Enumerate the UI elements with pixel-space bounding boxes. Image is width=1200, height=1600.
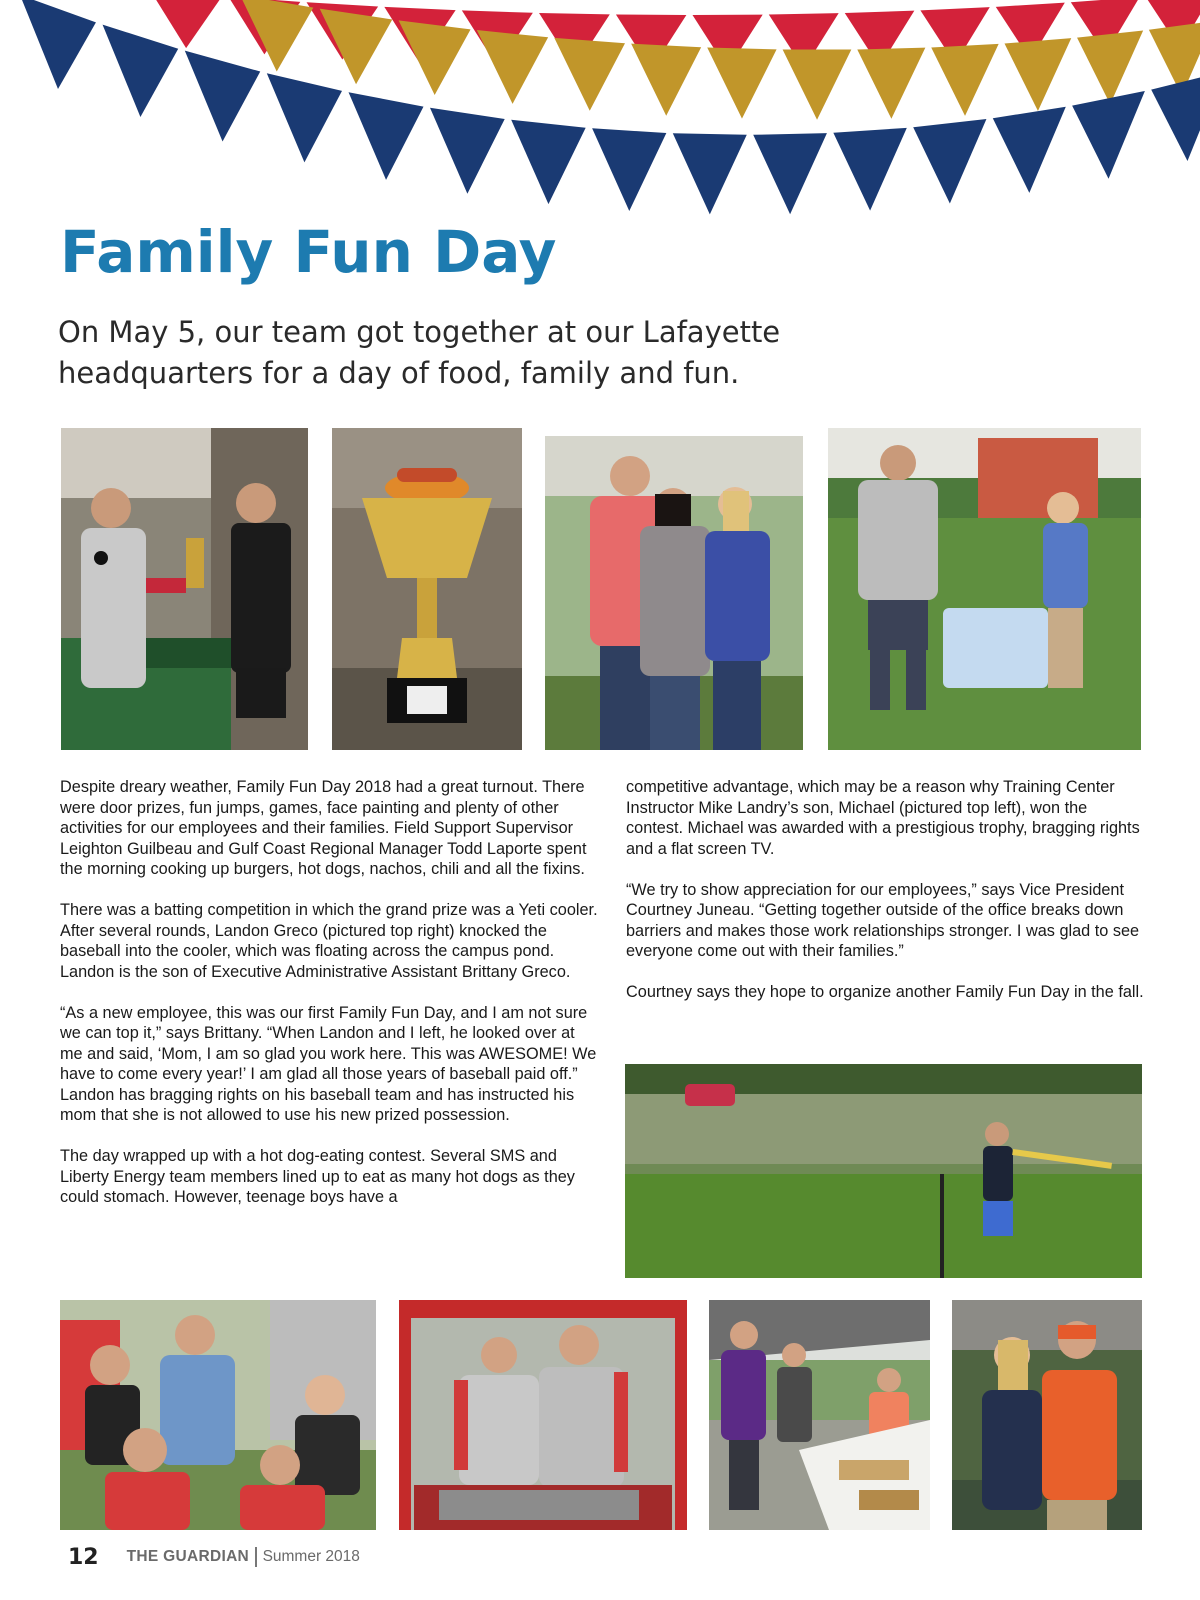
bunting-flag [20, 0, 96, 89]
bunting-flag [631, 44, 701, 116]
bunting-flag [673, 133, 747, 214]
bunting-flag [913, 119, 986, 203]
page-footer [68, 1542, 360, 1572]
photo-three-employees [545, 436, 803, 750]
bunting-flag [320, 9, 393, 85]
bunting-flag [349, 92, 424, 180]
bunting-flag [430, 108, 505, 194]
article-paragraph: “As a new employee, this was our first Family Fun Day, and I am not sure we can top it,” says Brittany. “When Landon and I left, he looked over at me and said, ‘Mom, I am so glad you work here. This was AWESOME! We have to come every year!’ I am glad all those years of baseball paid off.” Landon has bragging rights on his baseball team and has instructed his mom that she is not allowed to use his new prized possession. [60, 1003, 597, 1124]
bunting-flag [477, 30, 548, 104]
photo-food-table [709, 1300, 930, 1530]
bunting-flag [399, 20, 471, 95]
article-paragraph: competitive advantage, which may be a reason why Training Center Instructor Mike Landry’s son, Michael (pictured top left), won the contest. Michael was awarded with a prestigious trophy, bragging rights and a flat screen TV. [626, 778, 1140, 858]
photo-two-women-grill [399, 1300, 687, 1530]
publication-name: THE GUARDIAN [126, 1548, 250, 1565]
bunting-flag [857, 48, 925, 119]
bunting-flag [554, 38, 625, 111]
article-paragraph: “We try to show appreciation for our employees,” says Vice President Courtney Juneau. “Getting together outside of the office breaks down barriers and makes those work relationships stronger. I was glad to see everyone come out with their families.” [626, 880, 1140, 960]
bunting-flag [783, 49, 852, 119]
issue-label: Summer 2018 [262, 1548, 360, 1565]
bunting-flag [103, 25, 179, 117]
bunting-flag [1077, 30, 1143, 104]
photo-group-of-five [60, 1300, 376, 1530]
bunting-flag [707, 48, 776, 119]
bunting-flag [993, 107, 1066, 193]
page-subtitle: On May 5, our team got together at our Lafayette headquarters for a day of food, family and fun. [58, 315, 781, 390]
photo-hot-dog-trophy [332, 428, 522, 750]
photo-batting-by-pond [625, 1064, 1142, 1278]
footer-divider [255, 1547, 257, 1567]
bunting-flag [931, 44, 998, 116]
bunting-flag [753, 133, 827, 214]
bunting-flag [185, 51, 260, 142]
article-paragraph: The day wrapped up with a hot dog-eating contest. Several SMS and Liberty Energy team members lined up to eat as many hot dogs as they could stomach. However, teenage boys have a [60, 1147, 575, 1206]
page-title: Family Fun Day [60, 218, 557, 286]
bunting-flag [150, 0, 222, 48]
bunting-banner [0, 0, 1200, 240]
photo-couple-astros [952, 1300, 1142, 1530]
article-paragraph: Courtney says they hope to organize another Family Fun Day in the fall. [626, 983, 1144, 1001]
article-paragraph: Despite dreary weather, Family Fun Day 2018 had a great turnout. There were door prizes, fun jumps, games, face painting and plenty of other activities for our employees and their families. Field Support Supervisor Leighton Guilbeau and Gulf Coast Regional Manager Todd Laporte spent the morning cooking up burgers, hot dogs, nachos, chili and all the fixins. [60, 778, 587, 878]
page-number: 12 [68, 1544, 99, 1570]
article-body-right-column [626, 777, 1146, 1023]
bunting-flag [511, 120, 585, 204]
bunting-flag [592, 128, 666, 211]
bunting-flag [267, 73, 342, 162]
photo-trophy-presentation [61, 428, 308, 750]
photo-yeti-cooler [828, 428, 1141, 750]
bunting-flag [1004, 38, 1071, 111]
bunting-flag [1072, 91, 1145, 179]
bunting-flag [1151, 72, 1200, 161]
article-paragraph: There was a batting competition in which the grand prize was a Yeti cooler. After several rounds, Landon Greco (pictured top right) knocked the baseball into the cooler, which was floating across the campus pond. Landon is the son of Executive Administrative Assistant Brittany Greco. [60, 901, 598, 981]
bunting-flag [240, 0, 313, 72]
bunting-flag [833, 128, 906, 211]
article-body-left-column [60, 777, 600, 1228]
